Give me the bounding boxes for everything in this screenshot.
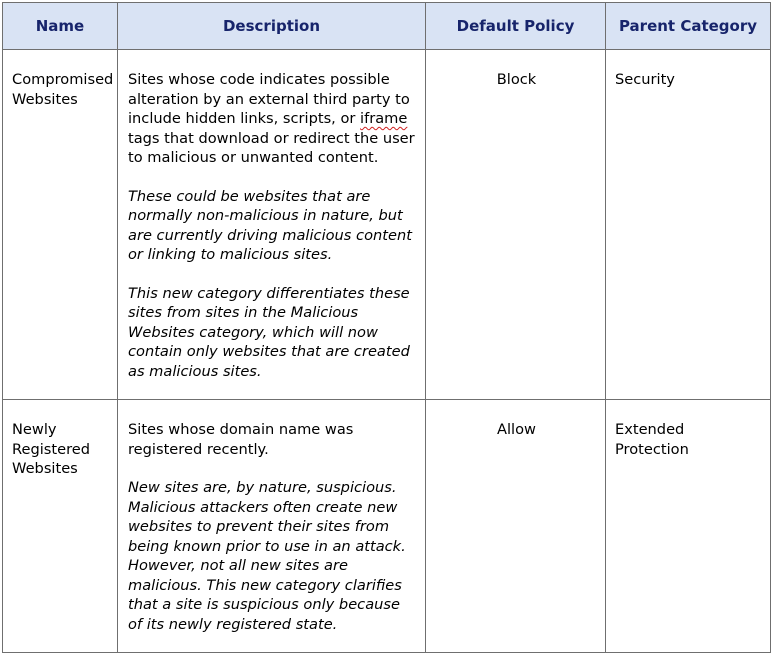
category-description [118, 400, 426, 653]
default-policy-value: Block [426, 50, 606, 400]
category-name: Newly Registered Websites [3, 400, 118, 653]
header-row [3, 3, 771, 50]
header-description: Description [118, 3, 426, 50]
description-text-end: tags that download or redirect the user to malicious or unwanted content. [128, 129, 415, 166]
spellcheck-flagged-word: iframe [360, 110, 408, 127]
description-note: This new category differentiates these sites from sites in the Malicious Websites category, which will now contain only websites that are created as malicious sites. [128, 284, 410, 380]
category-name: Compromised Websites [3, 50, 118, 400]
description-text: Sites whose domain name was registered recently. [128, 421, 354, 458]
parent-category-value: Security [606, 50, 771, 400]
header-name: Name [3, 3, 118, 50]
parent-category-value: Extended Protection [606, 400, 771, 653]
default-policy-value: Allow [426, 400, 606, 653]
table-row [3, 400, 771, 653]
header-default-policy: Default Policy [426, 3, 606, 50]
description-note: These could be websites that are normally non-malicious in nature, but are currently driving malicious content or linking to malicious sites. [128, 187, 412, 263]
description-text-start: Sites whose code indicates possible alteration by an external third party to include hidden links, scripts, or [128, 71, 410, 127]
table-row [3, 50, 771, 400]
category-table [2, 2, 771, 653]
description-text [128, 70, 417, 168]
description-note: New sites are, by nature, suspicious. Malicious attackers often create new websites to prevent their sites from being known prior to use in an attack. However, not all new sites are malicious. This new category clarifies that a site is suspicious only because of its newly registered state. [128, 479, 406, 633]
category-description [118, 50, 426, 400]
header-parent-category: Parent Category [606, 3, 771, 50]
